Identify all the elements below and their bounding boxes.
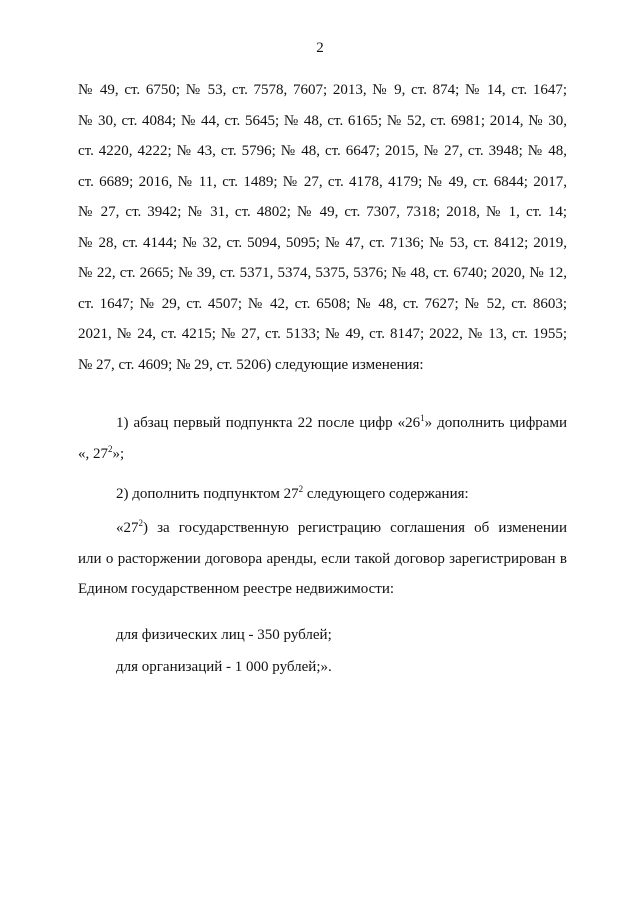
- citation-line: № 27, ст. 3942; № 31, ст. 4802; № 49, ст. 7307, 7318; 2018, № 1, ст. 14;: [78, 204, 567, 220]
- amendment-item-2: [78, 479, 567, 510]
- citation-line: № 22, ст. 2665; № 39, ст. 5371, 5374, 5375, 5376; № 48, ст. 6740; 2020, № 12,: [78, 265, 567, 281]
- page-number: 2: [316, 40, 324, 56]
- amendment-item-1-line-1: 1) абзац первый подпункта 22 после цифр «$26^1$» дополнить цифрами: [116, 413, 567, 431]
- new-subparagraph-line-2: или о расторжении договора аренды, если такой договор зарегистрирован в: [78, 550, 567, 567]
- citation-line-last: № 27, ст. 4609; № 29, ст. 5206) следующие изменения:: [78, 356, 424, 373]
- amendment-item-1-line-2: «, $27^2$»;: [78, 443, 125, 462]
- citation-line: ст. 4220, 4222; № 43, ст. 5796; № 48, ст. 6647; 2015, № 27, ст. 3948; № 48,: [78, 143, 567, 159]
- citation-line: ст. 6689; 2016, № 11, ст. 1489; № 27, ст. 4178, 4179; № 49, ст. 6844; 2017,: [78, 173, 567, 190]
- citation-line: № 49, ст. 6750; № 53, ст. 7578, 7607; 2013, № 9, ст. 874; № 14, ст. 1647;: [78, 82, 567, 98]
- new-subparagraph-line-3: Едином государственном реестре недвижимости:: [78, 581, 395, 597]
- citation-line: 2021, № 24, ст. 4215; № 27, ст. 5133; № 49, ст. 8147; 2022, № 13, ст. 1955;: [78, 326, 567, 342]
- legislation-citations-paragraph: [78, 75, 567, 380]
- citation-line: № 30, ст. 4084; № 44, ст. 5645; № 48, ст. 6165; № 52, ст. 6981; 2014, № 30,: [78, 112, 567, 129]
- amendment-item-1: [78, 408, 567, 469]
- amendment-item-2-line: 2) дополнить подпунктом $27^2$ следующего содержания:: [116, 484, 469, 502]
- new-subparagraph-line-1: «$27^2$) за государственную регистрацию соглашения об изменении: [116, 518, 567, 536]
- fee-individuals: для физических лиц - 350 рублей;: [116, 627, 332, 643]
- citation-line: № 28, ст. 4144; № 32, ст. 5094, 5095; № 47, ст. 7136; № 53, ст. 8412; 2019,: [78, 234, 567, 251]
- new-subparagraph-text: [78, 513, 567, 605]
- fee-organizations: для организаций - 1 000 рублей;».: [116, 659, 332, 675]
- citation-line: ст. 1647; № 29, ст. 4507; № 42, ст. 6508; № 48, ст. 7627; № 52, ст. 8603;: [78, 295, 567, 312]
